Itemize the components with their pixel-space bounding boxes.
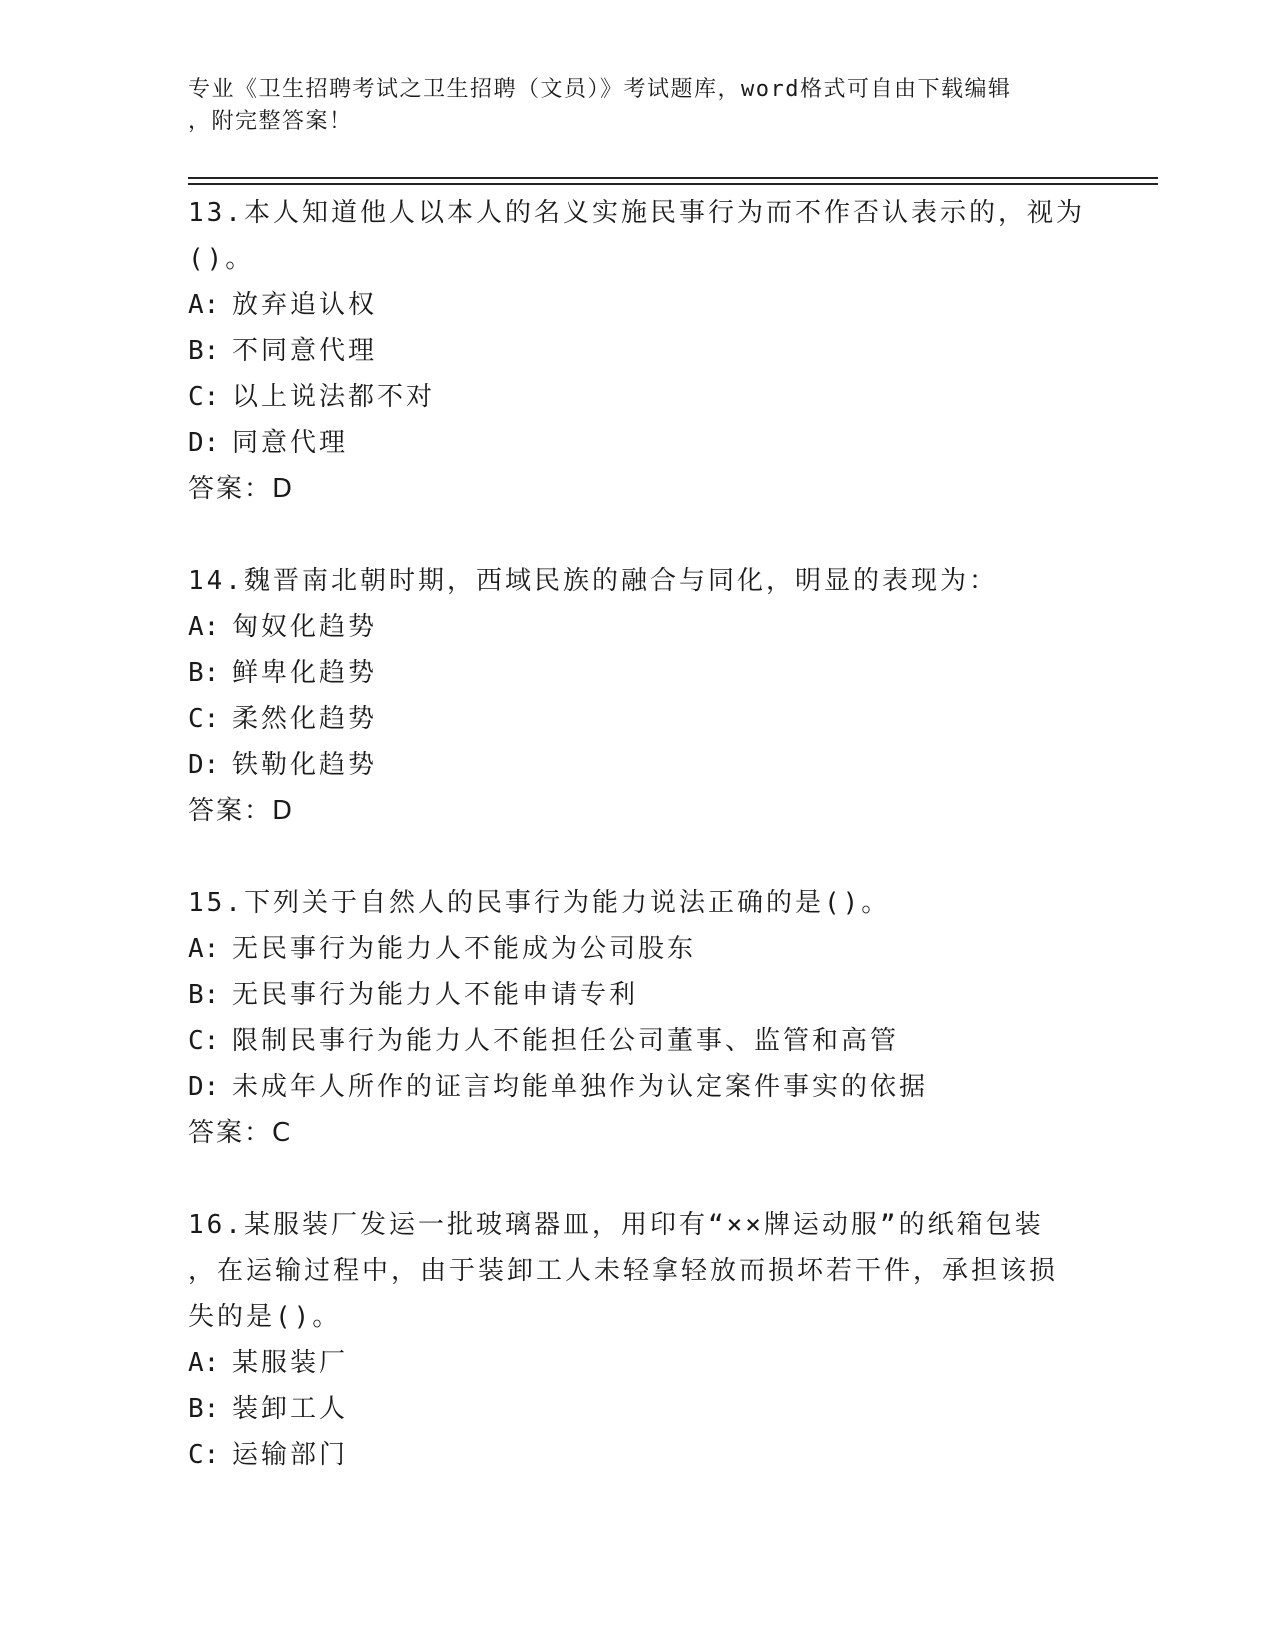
answer-line: 答案：D: [188, 474, 295, 504]
option-key: D:: [188, 750, 220, 780]
option-text: 匈奴化趋势: [232, 612, 378, 642]
option-text: 装卸工人: [232, 1394, 349, 1424]
question-15: [188, 880, 1088, 1156]
option-key: C:: [188, 704, 220, 734]
option-text: 某服装厂: [232, 1348, 349, 1378]
question-text: [188, 190, 1088, 282]
document-header: [188, 74, 1068, 138]
question-text-line: 13.本人知道他人以本人的名义实施民事行为而不作否认表示的，视为: [188, 198, 1085, 228]
option-key: C:: [188, 382, 220, 412]
option-a: [188, 926, 1088, 972]
option-text: 放弃追认权: [232, 290, 378, 320]
header-line-2: ，附完整答案！: [188, 109, 353, 134]
option-key: B:: [188, 658, 220, 688]
option-d: [188, 420, 1088, 466]
option-key: B:: [188, 1394, 220, 1424]
header-divider-bottom: [188, 183, 1158, 185]
option-d: [188, 742, 1088, 788]
option-c: [188, 1432, 1088, 1478]
option-key: B:: [188, 980, 220, 1010]
question-text-line: ()。: [188, 244, 255, 274]
option-text: 以上说法都不对: [232, 382, 436, 412]
option-text: 不同意代理: [232, 336, 378, 366]
option-c: [188, 1018, 1088, 1064]
question-14: [188, 558, 1088, 834]
option-key: C:: [188, 1440, 220, 1470]
header-line-1: 专业《卫生招聘考试之卫生招聘（文员）》考试题库，word格式可自由下载编辑: [188, 77, 1012, 102]
option-text: 无民事行为能力人不能申请专利: [232, 980, 639, 1010]
option-key: C:: [188, 1026, 220, 1056]
option-text: 无民事行为能力人不能成为公司股东: [232, 934, 697, 964]
option-a: [188, 282, 1088, 328]
option-text: 运输部门: [232, 1440, 349, 1470]
option-key: B:: [188, 336, 220, 366]
question-text-line: 15.下列关于自然人的民事行为能力说法正确的是()。: [188, 888, 891, 918]
option-text: 未成年人所作的证言均能单独作为认定案件事实的依据: [232, 1072, 929, 1102]
question-list: [188, 190, 1088, 1524]
question-text-line: 14.魏晋南北朝时期，西域民族的融合与同化，明显的表现为：: [188, 566, 998, 596]
question-text-line: ，在运输过程中，由于装卸工人未轻拿轻放而损坏若干件，承担该损: [188, 1256, 1059, 1286]
question-text: [188, 1202, 1088, 1340]
option-a: [188, 604, 1088, 650]
answer-line: 答案：D: [188, 796, 295, 826]
option-key: A:: [188, 290, 220, 320]
question-text: [188, 558, 1088, 604]
option-key: D:: [188, 1072, 220, 1102]
option-b: [188, 1386, 1088, 1432]
answer-line: 答案：C: [188, 1118, 293, 1148]
question-text: [188, 880, 1088, 926]
option-text: 同意代理: [232, 428, 349, 458]
header-divider-top: [188, 177, 1158, 179]
option-text: 鲜卑化趋势: [232, 658, 378, 688]
option-b: [188, 328, 1088, 374]
question-text-line: 失的是()。: [188, 1302, 342, 1332]
question-text-line: 16.某服装厂发运一批玻璃器皿，用印有“××牌运动服”的纸箱包装: [188, 1210, 1044, 1240]
option-text: 限制民事行为能力人不能担任公司董事、监管和高管: [232, 1026, 900, 1056]
option-key: A:: [188, 612, 220, 642]
option-b: [188, 972, 1088, 1018]
question-16: [188, 1202, 1088, 1478]
option-b: [188, 650, 1088, 696]
option-key: D:: [188, 428, 220, 458]
option-a: [188, 1340, 1088, 1386]
option-c: [188, 696, 1088, 742]
option-c: [188, 374, 1088, 420]
option-key: A:: [188, 934, 220, 964]
option-key: A:: [188, 1348, 220, 1378]
option-d: [188, 1064, 1088, 1110]
option-text: 铁勒化趋势: [232, 750, 378, 780]
option-text: 柔然化趋势: [232, 704, 378, 734]
question-13: [188, 190, 1088, 512]
